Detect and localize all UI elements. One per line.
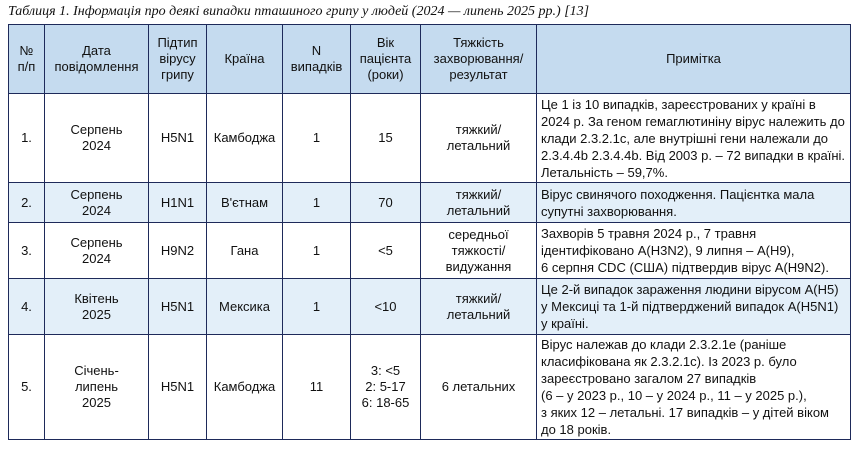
cell-cases: 1 xyxy=(283,279,351,335)
header-num: № п/п xyxy=(9,25,45,94)
cell-severity: тяжкий/ летальний xyxy=(421,183,537,223)
cell-age: <5 xyxy=(351,223,421,279)
cell-severity: середньої тяжкості/ видужання xyxy=(421,223,537,279)
cell-severity: тяжкий/ летальний xyxy=(421,94,537,183)
cell-date: Квітень 2025 xyxy=(45,279,149,335)
cell-age: 15 xyxy=(351,94,421,183)
cell-subtype: H1N1 xyxy=(149,183,207,223)
header-row xyxy=(9,25,851,94)
table-row xyxy=(9,279,851,335)
cell-date: Серпень 2024 xyxy=(45,94,149,183)
cell-cases: 1 xyxy=(283,94,351,183)
cell-country: Камбоджа xyxy=(207,335,283,440)
cell-age: 70 xyxy=(351,183,421,223)
cell-num: 3. xyxy=(9,223,45,279)
cell-subtype: H5N1 xyxy=(149,94,207,183)
cell-date: Січень- липень 2025 xyxy=(45,335,149,440)
cell-note: Захворів 5 травня 2024 р., 7 травня ідентифіковано A(H3N2), 9 липня – A(H9), 6 серпня CDC (США) підтвердив вірус A(H9N2). xyxy=(537,223,851,279)
cell-date: Серпень 2024 xyxy=(45,223,149,279)
table-row xyxy=(9,183,851,223)
cell-note: Вірус свинячого походження. Пацієнтка мала супутні захворювання. xyxy=(537,183,851,223)
header-note: Примітка xyxy=(537,25,851,94)
cell-date: Серпень 2024 xyxy=(45,183,149,223)
cell-subtype: H5N1 xyxy=(149,335,207,440)
cell-num: 5. xyxy=(9,335,45,440)
cell-note: Це 1 із 10 випадків, зареєстрованих у країні в 2024 р. За геном гемаглютиніну вірус належить до клади 2.3.2.1c, але внутрішні гени належали до 2.3.4.4b 2.3.4.4b. Від 2003 р. – 72 випадки в країні. Летальність – 59,7%. xyxy=(537,94,851,183)
table-row xyxy=(9,335,851,440)
header-subtype: Підтип вірусу грипу xyxy=(149,25,207,94)
table-row xyxy=(9,94,851,183)
cell-age: 3: <5 2: 5-17 6: 18-65 xyxy=(351,335,421,440)
cell-country: В'єтнам xyxy=(207,183,283,223)
cell-num: 4. xyxy=(9,279,45,335)
cell-country: Мексика xyxy=(207,279,283,335)
cell-note: Це 2-й випадок зараження людини вірусом A(H5) у Мексиці та 1-й підтверджений випадок A(H5N1) у країні. xyxy=(537,279,851,335)
header-date: Дата повідомлення xyxy=(45,25,149,94)
table-row xyxy=(9,223,851,279)
cell-note: Вірус належав до клади 2.3.2.1e (раніше класифікована як 2.3.2.1c). Із 2023 р. було зареєстровано загалом 27 випадків (6 – у 2023 р., 10 – у 2024 р., 11 – у 2025 р.), з яких 12 – летальні. 17 випадків – у дітей віком до 18 років. xyxy=(537,335,851,440)
cell-severity: 6 летальних xyxy=(421,335,537,440)
avian-flu-cases-table xyxy=(8,24,851,440)
cell-country: Камбоджа xyxy=(207,94,283,183)
header-severity: Тяжкість захворювання/ результат xyxy=(421,25,537,94)
cell-num: 2. xyxy=(9,183,45,223)
cell-cases: 11 xyxy=(283,335,351,440)
table-caption: Таблиця 1. Інформація про деякі випадки пташиного грипу у людей (2024 — липень 2025 рр.) [13] xyxy=(8,4,590,19)
header-age: Вік пацієнта (роки) xyxy=(351,25,421,94)
cell-cases: 1 xyxy=(283,183,351,223)
cell-severity: тяжкий/ летальний xyxy=(421,279,537,335)
cell-cases: 1 xyxy=(283,223,351,279)
cell-country: Гана xyxy=(207,223,283,279)
header-country: Країна xyxy=(207,25,283,94)
header-cases: N випадків xyxy=(283,25,351,94)
cell-num: 1. xyxy=(9,94,45,183)
cell-subtype: H9N2 xyxy=(149,223,207,279)
cell-subtype: H5N1 xyxy=(149,279,207,335)
cell-age: <10 xyxy=(351,279,421,335)
